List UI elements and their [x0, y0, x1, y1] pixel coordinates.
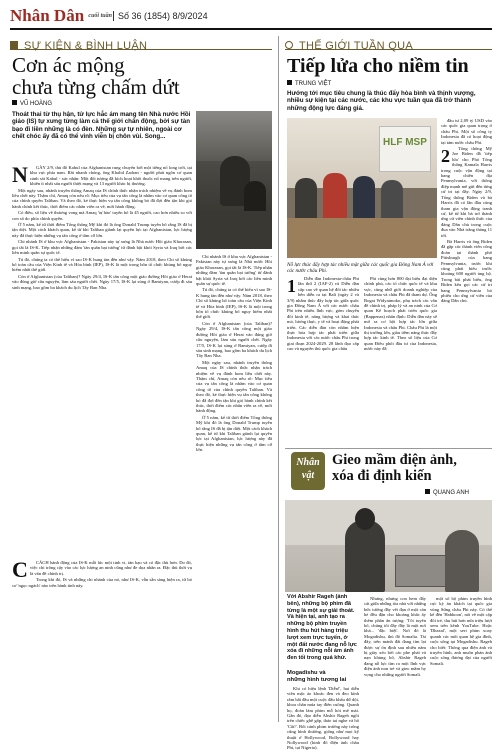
- photo-person-3: [353, 176, 375, 218]
- right-col1-text: Diễn đàn Indonesia-châu Phi lần thứ 2 (IAF-2) và Diễn đàn cấp cao về quan hệ đối tác nhiều bên diễn ra tại Bali (ngày 2 và 3/9) nhằm thúc đẩy hợp tác giữa quốc gia Đông Nam Á với các nước châu Phi trên nhiều lĩnh vực, góm chuyển đổi kinh tế, năng lượng và khai thác mỏ, lương thực, y tế và hoạt động phát triển. Các diễn đàn còn nhằm hiện thực hóa hợp tác phát triển giữa Indonesia với các nước châu Phi trong giai đoạn 2024-2029. 28 lãnh đạo cấp cao và nguyên thủ quốc gia châu: [287, 276, 359, 352]
- right-headline: Tiếp lửa cho niềm tin: [287, 55, 469, 77]
- left-photo: [196, 111, 272, 249]
- feature-col3-text: một số bộ phim truyền hình cực kỳ ăn khách tại quốc gia vùng Sừng châu Phi này. Có thể kể đến 'Habboon', nói về một cặp đôi trẻ, thu hút hơn nửa triệu lượt xem trên kênh YouTube. Hoặc 'Dhaxal', một seri phim xoay quanh các mối quan hệ gia đình, cuộc sống tại Mogadishu. Rageh cho biết: Thông qua điện ảnh và truyền hình, anh muốn phản ánh cuộc sống đương đại của người Somali.: [430, 596, 492, 666]
- feature-col-3: [430, 596, 492, 724]
- masthead: [10, 6, 492, 30]
- feature-col-1: [287, 686, 359, 751]
- left-body-col2: [196, 254, 272, 720]
- feature-photo-person-2: [445, 530, 479, 592]
- right-col-2: [364, 276, 437, 448]
- left-para-7: CÁCH hành động của IS-K mỗi lúc một tinh vi, tàn bạo và có đặc thù hơn. Do đó, việc chỉ trông cậy vào các lực lượng an ninh cũng như đe dọa nhân ra. Đặc thù thời vụ là vấn đề chính trị.: [29, 560, 192, 576]
- logo-sub: cuối tuần: [88, 13, 112, 19]
- feature-subhead: [287, 670, 359, 684]
- subhead-line2: những hình tương lai: [287, 677, 347, 683]
- photo-screen-text: HLF MSP: [383, 137, 427, 148]
- right-photo: [287, 118, 437, 258]
- photo-person-2: [323, 173, 347, 218]
- left-section-title: SỰ KIỆN & BÌNH LUẬN: [24, 40, 148, 52]
- right-col2-text: Phi cùng hơn 800 đại biểu đại diện chính phủ, các tổ chức quốc tế và khu vực, cùng nhữ giới doanh nghiệp của Indonesia và châu Phi đã tham dự. Ông Bogat Widyatmoko, phụ trách các vấn đề chính trị, pháp lý và an ninh của Cơ quan Kế hoạch phát triển quốc gia (Bappenas) nhấn định: Diễn đàn này sẽ mở ra cơ hội hợp tác lớn giữa Indonesia và châu Phi. Châu Phi là một thị trường lớn, giàu tiềm năng thúc đẩy hợp tác kinh tế. Theo số liệu của Cơ quan Điều phối đầu tư của Indonesia, nước này đã: [364, 276, 437, 352]
- badge-line2: vật: [301, 470, 315, 481]
- photo-person-1: [295, 178, 317, 218]
- left-author-name: VŨ HOÀNG: [20, 101, 53, 107]
- author-square-icon-3: [425, 489, 430, 494]
- left-headline: [12, 54, 272, 98]
- feature-photo-head: [355, 508, 375, 530]
- logo-main: Nhân Dân: [10, 6, 85, 25]
- dropcap-1: 1: [287, 276, 296, 296]
- left-headline-line1: Cơn ác mộng: [12, 53, 125, 77]
- dropcap-n: N: [12, 162, 28, 187]
- left-lead: Thoát thai từ thụ hận, tử lực hắc ám mang tên Nhà nước Hồi giáo (IS) tự xưng từng làm cả thế giới chấn động, bởi sự tàn bạo đi liền những là có đèn. Những sự tự nhiên, ngoài cơ chết chóc ấy đã có thể vinh viễn bị chôn vùi. Song...: [12, 111, 191, 141]
- left-para-0: GÀY 2/9, thủ đô Kabul của Afghanistan rung chuyển bởi một tiếng nổ long trời, tại khu vực phía nam. Rất nhanh chóng, ông Khalid Zadran - người phát ngôn cơ quan cảnh sát Kabul - xác nhận: Một đối tượng đã kích hoạt khối thuốc nổ mang trên người, khiến ít nhất sáu người thiệt mạng và 13 người khác bị thương.: [29, 165, 192, 187]
- left-para-3: Ở 5 năm, kể từ thời điểm Tổng thống Mỹ khi đó là ông Donald Trump tuyên bố rằng IS đã bị tận diệt. Một cách khách quan, kể từ khi Taliban giành lại quyền lực tại Afghanistan, lực lượng này đã thực hiện những vụ tấn công ở tầm cỡ lớn.: [12, 222, 192, 238]
- left-col2-para-5: Tú đó, chúng ta có thể hiểu vì sao IS-K hung tàn đến như vậy. Năm 2018, theo Chỉ số khủng bố toàn cầu của Viện Kinh tế và Hòa bình (IEP), IS-K là một trong bốn tổ chức khủng bố nguy hiểm nhất thế giới.: [196, 287, 272, 320]
- globe-icon: [285, 41, 293, 49]
- feature-headline-line2: xóa đi định kiến: [332, 468, 432, 484]
- dropcap-c: C: [12, 557, 28, 582]
- right-author-name: TRUNG VIỆT: [295, 81, 332, 87]
- right-col3-text: đầu tư 2,09 tỷ USD vào các quốc gia quan trọng ở châu Phi. Một số công ty Indonesia đã có hoạt động tại tám nước châu Phi.: [441, 118, 492, 145]
- subhead-line1: Mogadishu và: [287, 670, 326, 676]
- feature-headline-line1: Gieo mầm điện ảnh,: [332, 452, 457, 468]
- right-col-3-top: [441, 118, 492, 456]
- photo-sky: [196, 111, 272, 161]
- right-section-header: [285, 36, 492, 50]
- column-divider: [278, 36, 279, 722]
- left-para-4: Chỉ nhánh IS ở khu vực Afghanistan - Pakistan này tự xưng là Nhà nước Hồi giáo Khorasan, gọi tắt là IS-K. Tiếp nhận những đàm 'tàn quân bại tướng' từ đánh bật khỏi Syria và Iraq bởi các liên minh quân sự quốc tế.: [12, 239, 192, 256]
- photo-ground: [196, 211, 272, 249]
- issue-info: Số 36 (1854) 8/9/2024: [113, 11, 208, 21]
- feature-pullquote: Với Abshir Rageh (ảnh bên), những bộ phim đã từng là một sự giải thoát. Và hiện tại, anh tạo ra những bộ phim truyền hình thu hút hàng triệu lượt xem trực tuyến, ở một đất nước đang nỗ lực xóa đi những nỗi ám ảnh đen tối trong quá khứ.: [287, 594, 357, 662]
- feature-col2-text: Nhưng, nhưng con hem đẩy cát giữa những tòa nhà với những bức tường đầy vết đạn ở một căn hẻ đều đặn cho khoảng khắc ấy thêm phần ấn tượng: 'Tôi tuyên bố, chúng tôi đây đây là một nơi khá... 'đặc biệt'. Nơi đó là Mogadishu, thủ đô Somalia. Tài đây, trên mảnh đất đang tìm lại được sự ổn định sau nhiều năm bị giày xéo bởi các phe phái và nạn khủng bố, Abshir Rageh đang nỗ lực tìm ra một lĩnh vực điện ảnh non trẻ và gieo mầm hy vọng cho những người Somali.: [364, 596, 426, 677]
- left-para-8: Trong khi đó, IS và những chi nhánh của nó, như IS-K, vẫn sẵn sàng hiện ra, từ bỏ cơ 'ngọc ngách' nào trên hành tinh này.: [12, 577, 192, 588]
- badge-line1: Nhân: [296, 457, 320, 468]
- left-section-header: [10, 36, 272, 50]
- right-photo-caption: Nỗ lực thúc đẩy hợp tác nhiều mặt giữa các quốc gia Đông Nam Á với các nước châu Phi.: [287, 262, 434, 274]
- left-col2-para-1: Một ngày sau, nhánh truyền thông Amaq của IS chính thức nhận trách nhiệm về vụ đánh bom liều chết này. Thậm chí, Amaq còn nêu rõ: Mục tiêu của vụ tấn công là nhằm vào cơ quan công tố của chính quyền Taliban. Và theo đó, kẻ thực hiện vụ tấn công không bỏ đã đợi đến tận khi gió hành chính kết thúc, thời điểm các nhân viên ra về, mới hành động.: [196, 359, 272, 414]
- photo-person-4: [381, 180, 403, 218]
- left-body-col1-bottom: [12, 557, 192, 720]
- author-square-icon: [12, 100, 17, 105]
- section-icon: [10, 41, 18, 49]
- left-para-1: Một ngày sau, nhánh truyền thông Amaq của IS chính thức nhận trách nhiệm về vụ đánh bom liều chết này. Thậm chí, Amaq còn nêu rõ: Mục tiêu của vụ tấn công là nhằm vào cơ quan công tố của chính quyền Taliban. Và theo đó, kẻ thực hiện vụ tấn công không bỏ đã đợi đến tận khi gió hành chính kết thúc, thời điểm các nhân viên ra về, mới hành động.: [12, 187, 192, 209]
- left-col2-para-6: Còn ở Afghanistan (của Taliban)? Ngày 29/4, IS-K tấn công một giáo đường Hồi giáo ở Herat vào đúng giờ cầu nguyện, làm sáu người chết. Ngày 17/5, IS-K lại súng ở Bamiyan, cướp đi sáu sinh mạng, bao gồm ba khách du lịch Tây Ban Nha.: [196, 320, 272, 359]
- feature-photo: [285, 500, 492, 592]
- right-lead: Hướng tới mục tiêu chung là thúc đẩy hòa bình và thịnh vượng, nhiều sự kiện tại các nước, các khu vực tuần qua đã trở thành những động lực đáng giá.: [287, 90, 476, 112]
- masthead-logo: [10, 6, 112, 26]
- feature-author: [425, 489, 469, 496]
- feature-col1-text: Khi có hiệu lệnh 'Diễn!', hai diễn viên mặc áo khoác đen và đeo kính râm bắt đầu một cuộc đấu khẩu dữ dội, khoa chân múa tay điên cuồng. Quanh họ, đoàn làm phim mỗ hói mê mải. Gần đó, đạo diễn Abshir Rageh ngồi trên chiếc ghế gấp, tháo tai nghe và hô 'Cắt!'. Bối cảnh phim trường này trông cũng bình thường, giống như mọi kỹ thuật ở Hollywood, Bollywood hay Nollywood (kinh đô điện ảnh châu Phi, tại Nigeria).: [287, 686, 359, 751]
- feature-author-name: QUANG ANH: [433, 490, 470, 496]
- feature-headline: [332, 452, 492, 484]
- right-col-1: [287, 276, 359, 448]
- left-para-5: Tú đó, chúng ta có thể hiểu vì sao IS-K hung tàn đến như vậy. Năm 2018, theo Chỉ số khủng bố toàn cầu của Viện Kinh tế và Hòa bình (IEP), IS-K là một trong bốn tổ chức khủng bố nguy hiểm nhất thế giới.: [12, 256, 192, 273]
- author-square-icon-2: [287, 80, 292, 85]
- feature-col-2: [364, 596, 426, 724]
- left-col2-para-4: Chỉ nhánh IS ở khu vực Afghanistan - Pakistan này tự xưng là Nhà nước Hồi giáo Khorasan, gọi tắt là IS-K. Tiếp nhận những đàm 'tàn quân bại tướng' từ đánh bật khỏi Syria và Iraq bởi các liên minh quân sự quốc tế.: [196, 254, 272, 287]
- left-body-col1: [12, 162, 192, 557]
- left-col2-para-3: Ở 5 năm, kể từ thời điểm Tổng thống Mỹ khi đó là ông Donald Trump tuyên bố rằng IS đã bị tận diệt. Một cách khách quan, kể từ khi Taliban giành lại quyền lực tại Afghanistan, lực lượng này đã thực hiện những vụ tấn công ở tầm cỡ lớn.: [196, 414, 272, 453]
- left-author: [12, 100, 52, 107]
- right-col3b-text: Tổng thống Mỹ Joe Biden đã 'tiếp lửa' cho Phó Tổng thống Kamala Harris trong cuộc vận động tại bang chiến địa Pennsylvania, với thông điệp mạnh mẽ gửi đến từng cử tri tại đây. Ngày 2/9, Tổng thống Biden và bà Harris đã có lần đầu cùng tham gia vận động tranh cử, kể từ khi bà trở thành ứng cử viên chính thức của đảng Dân chủ trong cuộc đua vào Nhà trắng tháng 11 tới.: [441, 146, 492, 238]
- right-section-title: THẾ GIỚI TUẦN QUA: [299, 40, 413, 52]
- right-author: [287, 80, 331, 87]
- feature-badge: [291, 452, 325, 490]
- dropcap-2: 2: [441, 146, 450, 167]
- photo-table: [287, 218, 437, 258]
- photo-screen: [379, 126, 431, 172]
- feature-divider: [285, 448, 492, 449]
- right-col3c-text: Bà Harris và ông Biden đã gặp các thành viên công đoàn tại thành phố Pittsburgh của bang Pennsylvania, trước khi cùng phát biểu trước khoảng 600 người ủng hộ. Trong bài phát biểu, ông Biden kêu gọi các cử tri bang Pennsylvania bỏ phiếu cho ứng cử viên của đảng Dân chủ.: [441, 238, 492, 304]
- left-headline-line2: chưa từng chấm dứt: [12, 75, 180, 99]
- left-para-6: Còn ở Afghanistan (của Taliban)? Ngày 29/4, IS-K tấn công một giáo đường Hồi giáo ở Herat vào đúng giờ cầu nguyện, làm sáu người chết. Ngày 17/5, IS-K lại súng ở Bamiyan, cướp đi sáu sinh mạng, bao gồm ba khách du lịch Tây Ban Nha.: [12, 273, 192, 290]
- left-para-2: Có điều, số liệu về thương vong mà Amaq 'tự hào' tuyên bố là 45 người, cao hơn nhiều so với con số do phía chính quyền.: [12, 210, 192, 221]
- feature-photo-person: [345, 520, 385, 592]
